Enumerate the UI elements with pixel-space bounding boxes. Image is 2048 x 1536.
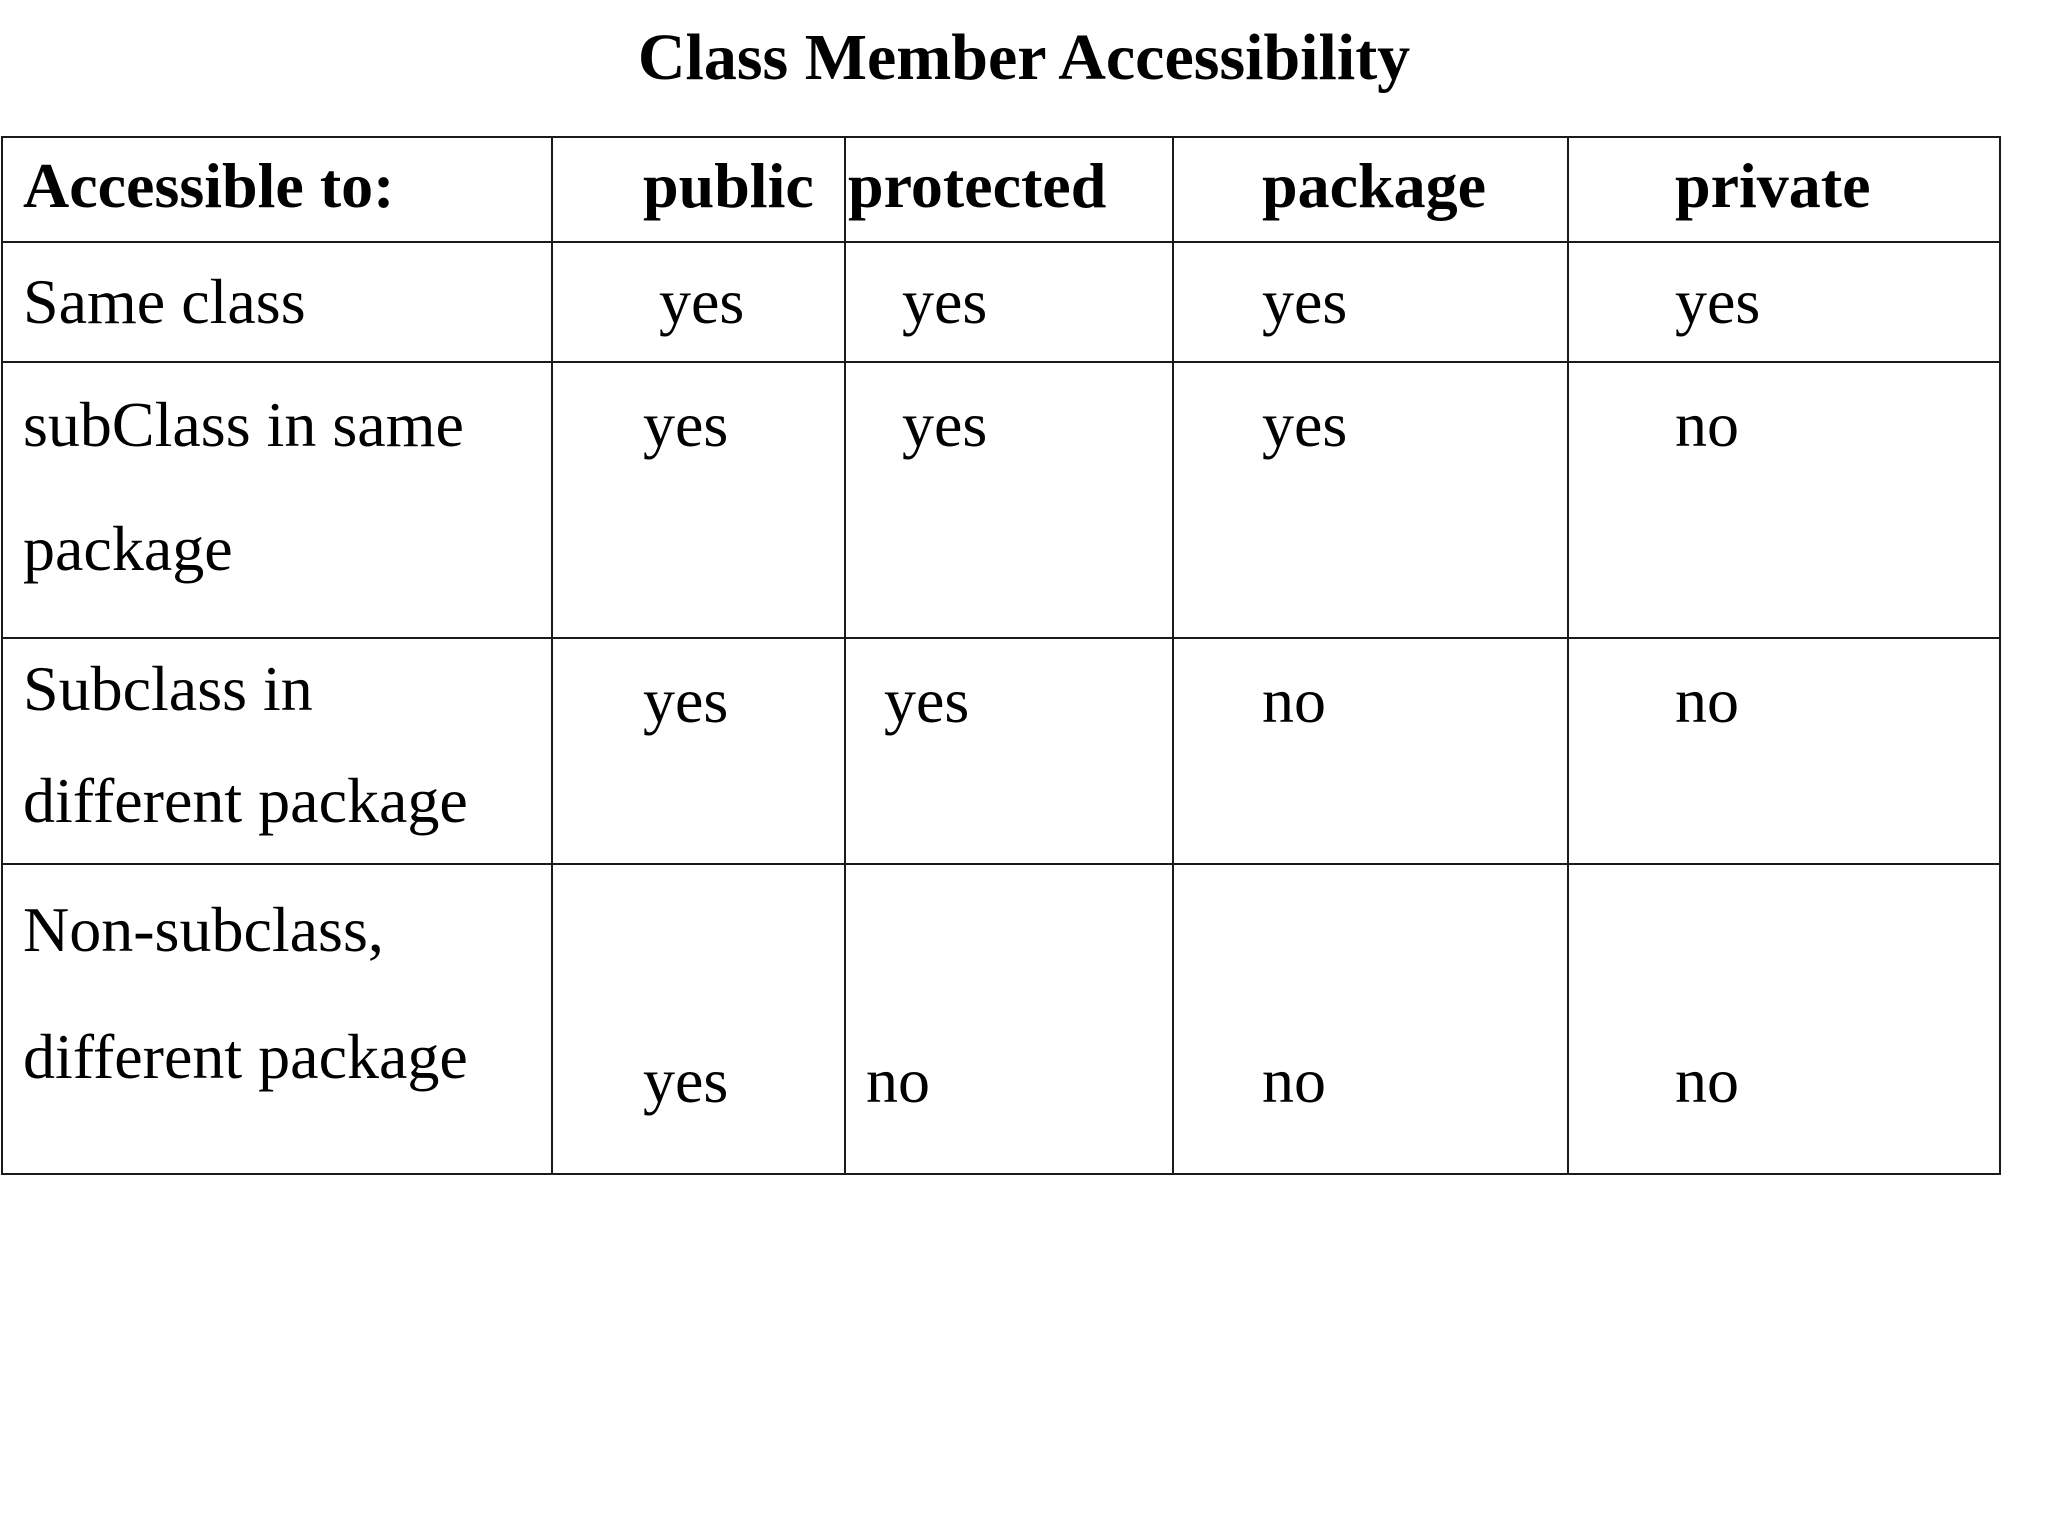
table-cell bbox=[1568, 242, 2000, 362]
table-cell bbox=[1173, 864, 1568, 1174]
row-label-line: different package bbox=[23, 765, 468, 836]
cell-value: yes bbox=[884, 665, 970, 736]
table-cell bbox=[552, 362, 845, 638]
table-cell bbox=[845, 242, 1173, 362]
header-label: private bbox=[1675, 150, 1871, 221]
cell-value: no bbox=[1675, 1045, 1739, 1116]
table-cell bbox=[1173, 638, 1568, 864]
row-label-line: subClass in same bbox=[23, 389, 464, 460]
cell-value: yes bbox=[902, 389, 988, 460]
cell-value: yes bbox=[659, 266, 745, 337]
row-label-line: Same class bbox=[23, 266, 306, 337]
cell-value: yes bbox=[643, 389, 729, 460]
table-cell bbox=[845, 864, 1173, 1174]
cell-value: no bbox=[1262, 1045, 1326, 1116]
cell-value: yes bbox=[643, 1045, 729, 1116]
row-label-line: Non-subclass, bbox=[23, 894, 384, 965]
table-cell bbox=[1568, 362, 2000, 638]
page-title: Class Member Accessibility bbox=[637, 21, 1411, 94]
table-cell bbox=[552, 864, 845, 1174]
cell-value: no bbox=[1262, 665, 1326, 736]
row-label bbox=[2, 864, 552, 1174]
cell-value: yes bbox=[1262, 389, 1348, 460]
table-cell bbox=[552, 638, 845, 864]
table-row bbox=[2, 242, 2000, 362]
cell-value: yes bbox=[643, 665, 729, 736]
header-accessible-to bbox=[2, 137, 552, 242]
row-label bbox=[2, 638, 552, 864]
cell-value: no bbox=[866, 1045, 930, 1116]
table-cell bbox=[1568, 864, 2000, 1174]
table-cell bbox=[845, 638, 1173, 864]
table-cell bbox=[552, 242, 845, 362]
cell-value: yes bbox=[1675, 266, 1761, 337]
header-label: public bbox=[643, 150, 814, 221]
table-cell bbox=[845, 362, 1173, 638]
table-cell bbox=[1173, 242, 1568, 362]
row-label-line: Subclass in bbox=[23, 653, 313, 724]
table-header-row bbox=[2, 137, 2000, 242]
table-cell bbox=[1173, 362, 1568, 638]
header-label: protected bbox=[848, 150, 1107, 221]
row-label bbox=[2, 242, 552, 362]
row-label-line: package bbox=[23, 513, 233, 584]
header-package bbox=[1173, 137, 1568, 242]
table-row bbox=[2, 864, 2000, 1174]
table-row bbox=[2, 638, 2000, 864]
header-private bbox=[1568, 137, 2000, 242]
header-label: Accessible to: bbox=[23, 150, 395, 221]
table-cell bbox=[1568, 638, 2000, 864]
cell-value: no bbox=[1675, 665, 1739, 736]
cell-value: yes bbox=[1262, 266, 1348, 337]
header-protected bbox=[845, 137, 1173, 242]
cell-value: no bbox=[1675, 389, 1739, 460]
cell-value: yes bbox=[902, 266, 988, 337]
table-row bbox=[2, 362, 2000, 638]
row-label-line: different package bbox=[23, 1021, 468, 1092]
header-label: package bbox=[1262, 150, 1486, 221]
accessibility-table bbox=[1, 136, 2001, 1175]
row-label bbox=[2, 362, 552, 638]
header-public bbox=[552, 137, 845, 242]
